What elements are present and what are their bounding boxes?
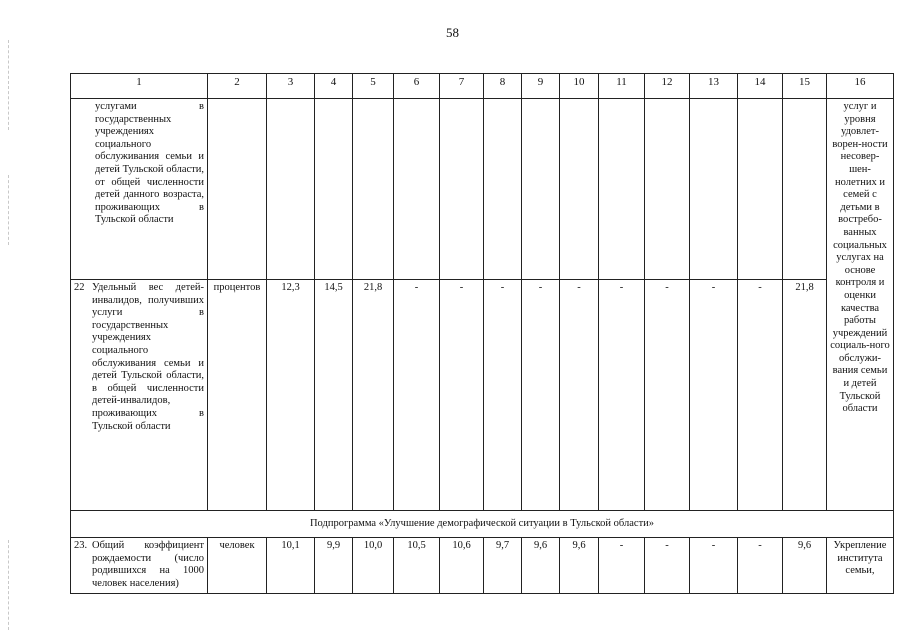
empty-cell bbox=[484, 99, 522, 280]
value-cell: 10,5 bbox=[394, 538, 440, 594]
empty-cell bbox=[267, 99, 315, 280]
indicator-text: Удельный вес детей-инвалидов, получивших услуги в государственных учреждениях социального обслуживания семьи и детей Тульской области, в общей численности детей-инвалидов, проживающих в Тульской области bbox=[92, 282, 204, 432]
indicator-cell bbox=[71, 280, 208, 511]
unit-cell: процентов bbox=[208, 280, 267, 511]
value-cell: 21,8 bbox=[353, 280, 394, 511]
header-cell: 1 bbox=[71, 74, 208, 99]
subprogram-row bbox=[71, 511, 894, 538]
table-row bbox=[71, 280, 894, 511]
value-cell: - bbox=[484, 280, 522, 511]
empty-cell bbox=[315, 99, 353, 280]
value-cell: - bbox=[690, 538, 738, 594]
header-cell: 14 bbox=[738, 74, 783, 99]
indicator-cell bbox=[71, 538, 208, 594]
empty-cell bbox=[353, 99, 394, 280]
empty-cell bbox=[522, 99, 560, 280]
empty-cell bbox=[208, 99, 267, 280]
header-cell: 15 bbox=[783, 74, 827, 99]
header-cell: 12 bbox=[645, 74, 690, 99]
value-cell: 9,6 bbox=[522, 538, 560, 594]
header-cell: 16 bbox=[827, 74, 894, 99]
empty-cell bbox=[738, 99, 783, 280]
table-row bbox=[71, 99, 894, 280]
value-cell: 21,8 bbox=[783, 280, 827, 511]
page-number: 58 bbox=[446, 25, 459, 40]
value-cell: 10,0 bbox=[353, 538, 394, 594]
value-cell: - bbox=[394, 280, 440, 511]
empty-cell bbox=[783, 99, 827, 280]
empty-cell bbox=[599, 99, 645, 280]
empty-cell bbox=[394, 99, 440, 280]
header-cell: 3 bbox=[267, 74, 315, 99]
value-cell: 10,1 bbox=[267, 538, 315, 594]
header-cell: 10 bbox=[560, 74, 599, 99]
empty-cell bbox=[440, 99, 484, 280]
empty-cell bbox=[560, 99, 599, 280]
value-cell: - bbox=[690, 280, 738, 511]
value-cell: - bbox=[440, 280, 484, 511]
header-cell: 13 bbox=[690, 74, 738, 99]
header-row bbox=[71, 74, 894, 99]
header-cell: 2 bbox=[208, 74, 267, 99]
indicator-cell: услугами в государственных учреждениях социального обслуживания семьи и детей Тульской области, от общей численности детей данного возраста, проживающих в Тульской области bbox=[71, 99, 208, 280]
header-cell: 4 bbox=[315, 74, 353, 99]
note-cell: Укрепление института семьи, bbox=[827, 538, 894, 594]
margin-mark-top bbox=[8, 40, 9, 130]
subprogram-title: Подпрограмма «Улучшение демографической ситуации в Тульской области» bbox=[71, 511, 894, 538]
value-cell: - bbox=[522, 280, 560, 511]
value-cell: - bbox=[645, 280, 690, 511]
value-cell: - bbox=[645, 538, 690, 594]
header-cell: 8 bbox=[484, 74, 522, 99]
value-cell: 14,5 bbox=[315, 280, 353, 511]
empty-cell bbox=[645, 99, 690, 280]
indicators-table bbox=[70, 73, 894, 594]
value-cell: 9,6 bbox=[560, 538, 599, 594]
value-cell: 9,9 bbox=[315, 538, 353, 594]
header-cell: 5 bbox=[353, 74, 394, 99]
header-cell: 6 bbox=[394, 74, 440, 99]
value-cell: - bbox=[738, 280, 783, 511]
indicator-text: Общий коэффициент рождаемости (число родившихся на 1000 человек населения) bbox=[92, 540, 204, 589]
note-cell: услуг и уровня удовлет-ворен-ности несовер-шен-нолетних и семей с детьми в востребо-ванных социальных услугах на основе контроля и оценки качества работы учреждений социаль-ного обслужи-вания семьи и детей Тульской области bbox=[827, 99, 894, 511]
row-index: 23. bbox=[74, 540, 88, 551]
empty-cell bbox=[690, 99, 738, 280]
header-cell: 11 bbox=[599, 74, 645, 99]
header-cell: 7 bbox=[440, 74, 484, 99]
unit-cell: человек bbox=[208, 538, 267, 594]
value-cell: 10,6 bbox=[440, 538, 484, 594]
row-index: 22 bbox=[74, 282, 85, 293]
value-cell: 9,6 bbox=[783, 538, 827, 594]
margin-mark-bottom bbox=[8, 540, 9, 630]
value-cell: 12,3 bbox=[267, 280, 315, 511]
value-cell: - bbox=[599, 538, 645, 594]
margin-mark-middle bbox=[8, 175, 9, 245]
value-cell: 9,7 bbox=[484, 538, 522, 594]
value-cell: - bbox=[560, 280, 599, 511]
header-cell: 9 bbox=[522, 74, 560, 99]
table-row bbox=[71, 538, 894, 594]
value-cell: - bbox=[599, 280, 645, 511]
value-cell: - bbox=[738, 538, 783, 594]
